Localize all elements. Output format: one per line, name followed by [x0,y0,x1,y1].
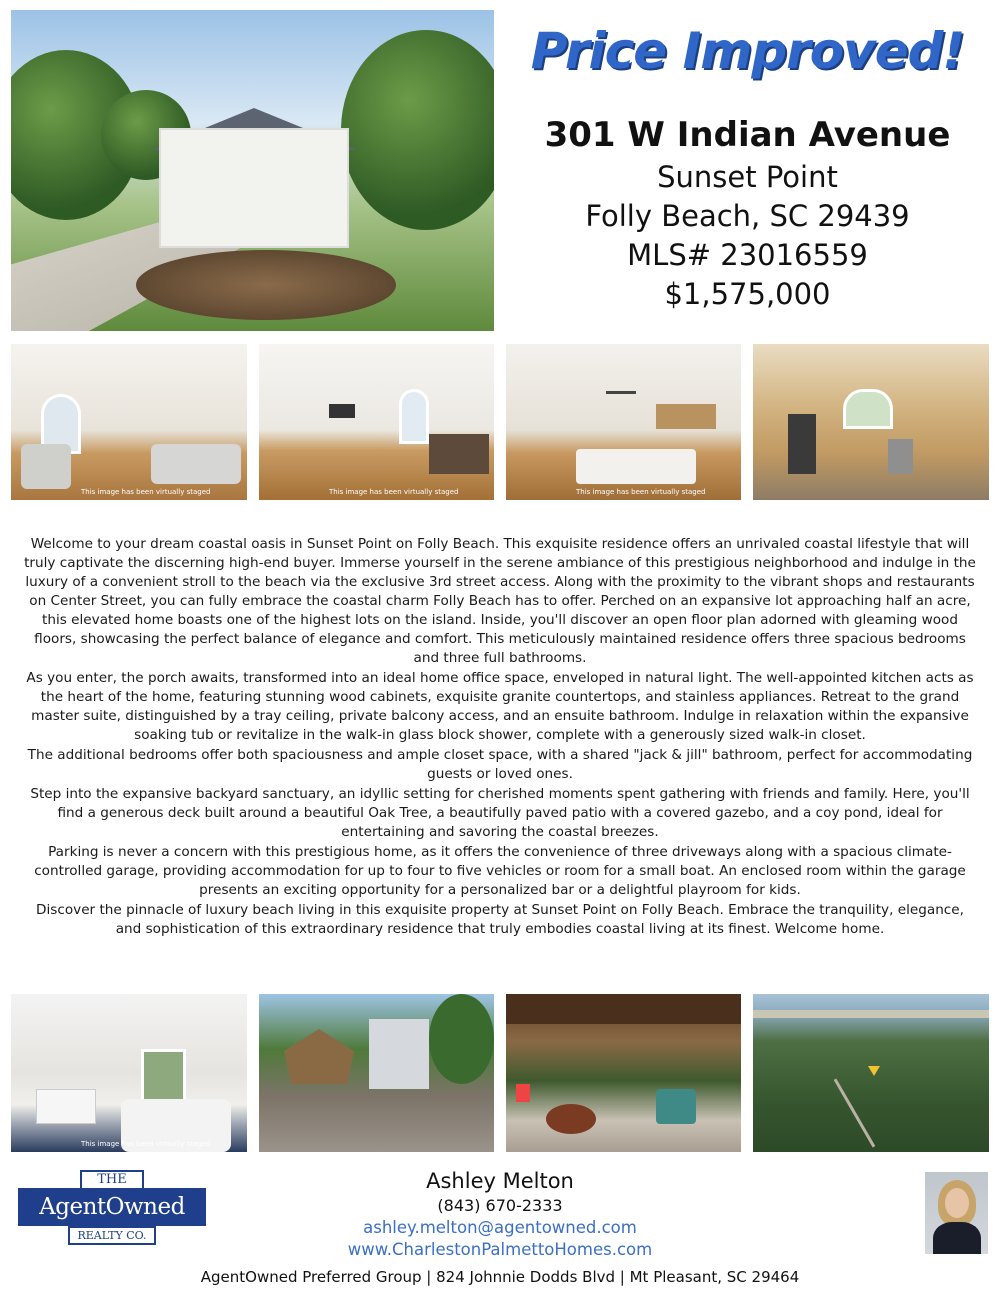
logo-the: THE [80,1170,144,1190]
agent-contact [300,1167,700,1261]
hero-house-photo [11,10,494,331]
agent-website-link[interactable]: www.CharlestonPalmettoHomes.com [347,1240,653,1259]
logo-realty: REALTY CO. [68,1226,156,1245]
covered-patio-photo [506,994,741,1152]
property-description [22,535,978,940]
virtual-staging-note: This image has been virtually staged [576,488,706,496]
living-room-photo [11,344,247,500]
city-state-zip: Folly Beach, SC 29439 [585,199,910,233]
virtual-staging-note: This image has been virtually staged [81,488,211,496]
agent-email-link[interactable]: ashley.melton@agentowned.com [363,1218,637,1237]
mls-number: MLS# 23016559 [627,238,868,272]
listing-info [505,112,990,314]
logo-name: AgentOwned [18,1188,206,1226]
description-paragraph: The additional bedrooms offer both spaciousness and ample closet space, with a shared "jack & jill" bathroom, perfect for accommodating guests or loved ones. [27,747,973,782]
neighborhood: Sunset Point [657,160,838,194]
agentowned-logo [18,1170,206,1245]
agent-name: Ashley Melton [426,1169,574,1193]
agent-phone[interactable]: (843) 670-2333 [437,1196,563,1215]
description-paragraph: Discover the pinnacle of luxury beach living in this exquisite property at Sunset Point on Folly Beach. Embrace the tranquility, elegance, and sophistication of this extraordinary residence that truly embodies coastal living at its finest. Welcome home. [36,902,964,937]
kitchen-photo [753,344,989,500]
price-improved-banner: Price Improved! [530,22,965,80]
description-paragraph: Parking is never a concern with this prestigious home, as it offers the convenience of three driveways along with a spacious climate-controlled garage, providing accommodation for up to four to five vehicles or room for a small boat. An enclosed room within the garage presents an exciting opportunity for a personalized bar or a delightful playroom for kids. [34,844,966,898]
virtual-staging-note: This image has been virtually staged [81,1140,211,1148]
aerial-photo [753,994,989,1152]
bedroom-photo [11,994,247,1152]
description-paragraph: As you enter, the porch awaits, transformed into an ideal home office space, enveloped in natural light. The well-appointed kitchen acts as the heart of the home, featuring stunning wood cabinets, exquisite granite countertops, and stainless appliances. Retreat to the grand master suite, distinguished by a tray ceiling, private balcony access, and an ensuite bathroom. Indulge in relaxation within the expansive soaking tub or revitalize in the walk-in glass block shower, complete with a generously sized walk-in closet. [26,670,974,743]
office-address-line: AgentOwned Preferred Group | 824 Johnnie Dodds Blvd | Mt Pleasant, SC 29464 [200,1268,800,1286]
street-address: 301 W Indian Avenue [544,115,951,155]
virtual-staging-note: This image has been virtually staged [329,488,459,496]
great-room-photo [259,344,494,500]
dining-room-photo [506,344,741,500]
agent-headshot [925,1172,988,1254]
list-price: $1,575,000 [664,277,831,311]
description-paragraph: Step into the expansive backyard sanctuary, an idyllic setting for cherished moments spent gathering with friends and family. Here, you'll find a generous deck built around a beautiful Oak Tree, a beautifully paved patio with a covered gazebo, and a coy pond, ideal for entertaining and savoring the coastal breezes. [30,786,970,840]
backyard-gazebo-photo [259,994,494,1152]
description-paragraph: Welcome to your dream coastal oasis in Sunset Point on Folly Beach. This exquisite residence offers an unrivaled coastal lifestyle that will truly captivate the discerning high-end buyer. Immerse yourself in the serene ambiance of this prestigious neighborhood and indulge in the luxury of a convenient stroll to the beach via the exclusive 3rd street access. Along with the proximity to the vibrant shops and restaurants on Center Street, you can fully embrace the coastal charm Folly Beach has to offer. Perched on an expansive lot approaching half an acre, this elevated home boasts one of the highest lots on the island. Inside, you'll discover an open floor plan adorned with gleaming wood floors, showcasing the perfect balance of elegance and comfort. This meticulously maintained residence offers three spacious bedrooms and three full bathrooms. [24,536,976,666]
